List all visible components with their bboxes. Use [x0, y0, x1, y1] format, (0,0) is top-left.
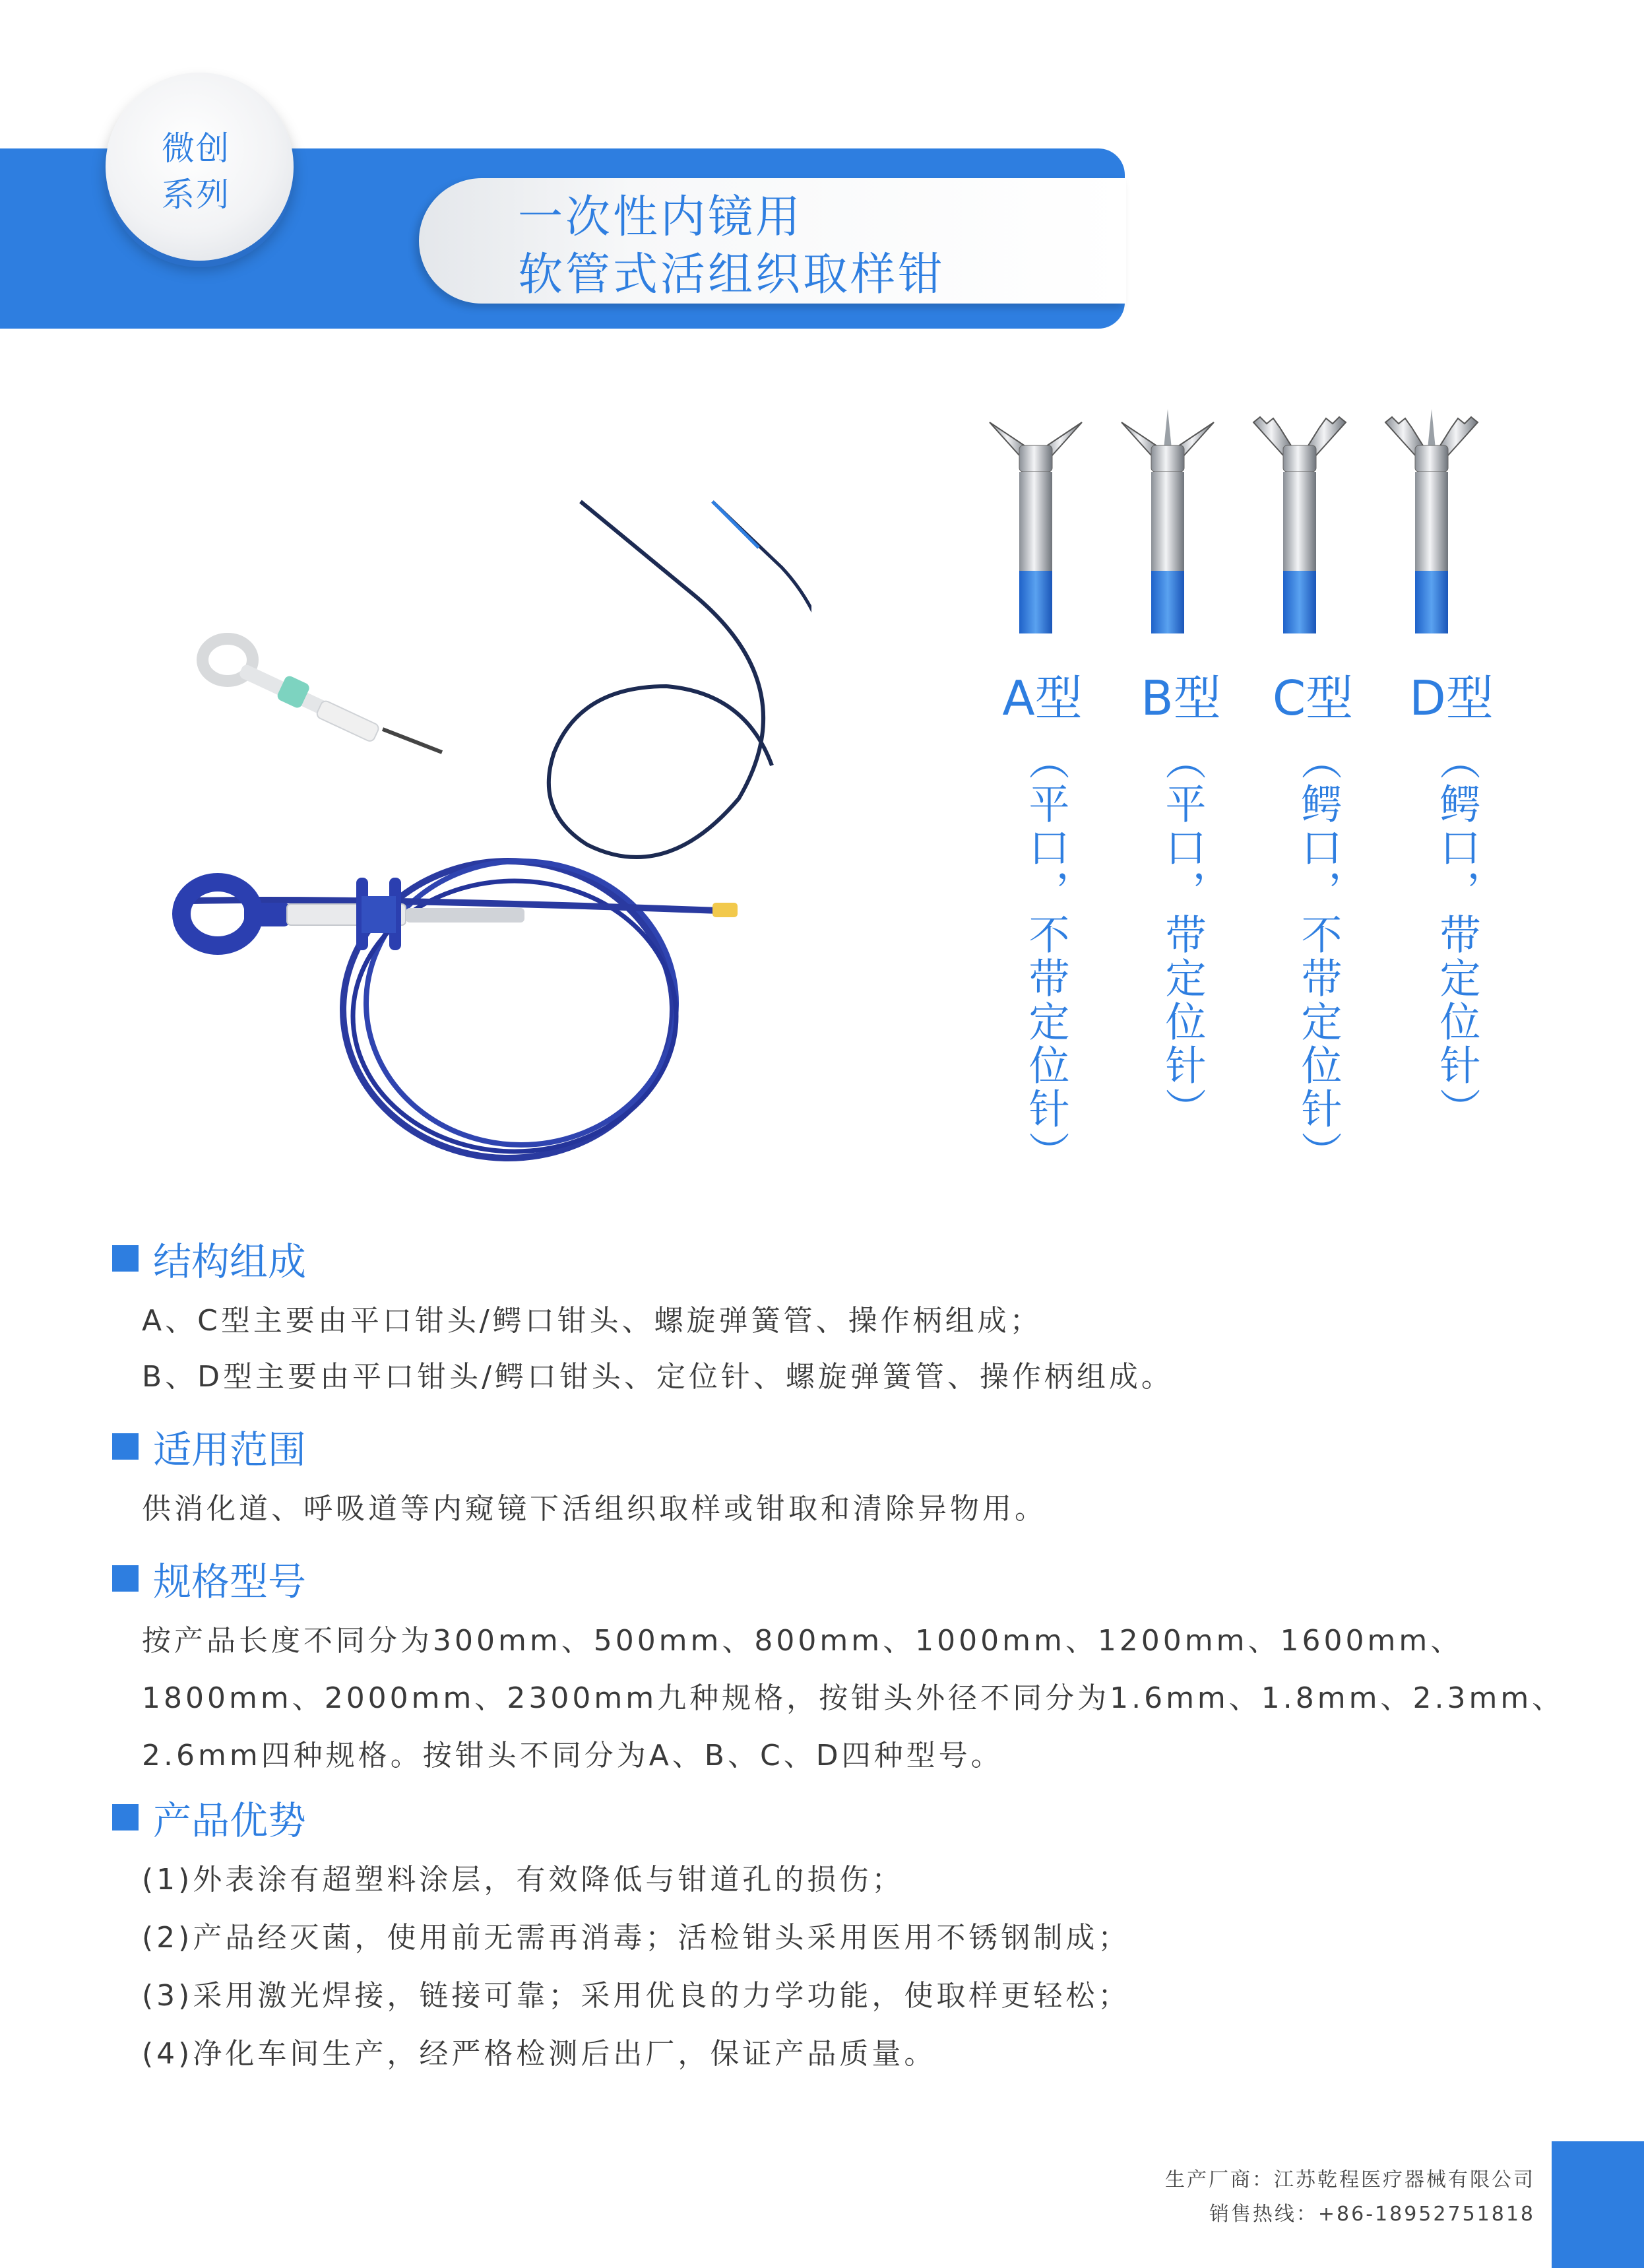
bullet-square-icon: [112, 1804, 139, 1831]
tip-b-image: [1122, 409, 1214, 633]
spec-line-3: 2.6mm四种规格。按钳头不同分为A、B、C、D四种型号。: [142, 1739, 1003, 1772]
dark-forceps-image: [203, 502, 811, 857]
bullet-square-icon: [112, 1433, 139, 1460]
spec-line-2: 1800mm、2000mm、2300mm九种规格，按钳头外径不同分为1.6mm、1.8mm、2.3mm、: [142, 1681, 1565, 1715]
corner-accent: [1552, 2141, 1644, 2268]
series-line-2: 系列: [162, 176, 230, 214]
advantages-heading: [112, 1790, 306, 1845]
forceps-tips-image: [983, 409, 1511, 633]
spec-heading: [112, 1551, 306, 1606]
series-line-1: 微创: [162, 129, 230, 168]
spec-heading-text: 规格型号: [153, 1559, 307, 1604]
blue-forceps-image: [181, 861, 738, 1158]
tip-d-image: [1385, 409, 1478, 633]
bullet-square-icon: [112, 1245, 139, 1272]
tip-a-image: [990, 422, 1082, 633]
advantages-line-4: (4)净化车间生产，经严格检测后出厂，保证产品质量。: [142, 2037, 937, 2071]
advantages-line-3: (3)采用激光焊接，链接可靠；采用优良的力学功能，使取样更轻松；: [142, 1979, 1131, 2013]
footer-hotline: 销售热线：+86-18952751818: [1209, 2203, 1535, 2226]
structure-heading-text: 结构组成: [153, 1239, 307, 1284]
type-c-desc: （鳄口，不带定位针）: [1294, 739, 1343, 1175]
structure-line-2: B、D型主要由平口钳头/鳄口钳头、定位针、螺旋弹簧管、操作柄组成。: [142, 1360, 1174, 1394]
type-c-label: C型: [1272, 670, 1354, 726]
type-b-desc: （平口，带定位针）: [1158, 739, 1207, 1131]
type-d-label: D型: [1409, 670, 1494, 726]
scope-line-1: 供消化道、呼吸道等内窥镜下活组织取样或钳取和清除异物用。: [142, 1492, 1047, 1526]
structure-line-1: A、C型主要由平口钳头/鳄口钳头、螺旋弹簧管、操作柄组成；: [142, 1304, 1042, 1338]
type-d-desc: （鳄口，带定位针）: [1433, 739, 1481, 1131]
scope-heading-text: 适用范围: [153, 1427, 307, 1472]
type-a-desc: （平口，不带定位针）: [1022, 739, 1070, 1175]
footer-manufacturer: 生产厂商：江苏乾程医疗器械有限公司: [1165, 2168, 1535, 2191]
advantages-line-2: (2)产品经灭菌，使用前无需再消毒；活检钳头采用医用不锈钢制成；: [142, 1921, 1131, 1955]
bullet-square-icon: [112, 1565, 139, 1592]
spec-line-1: 按产品长度不同分为300mm、500mm、800mm、1000mm、1200mm、1600mm、: [142, 1624, 1463, 1658]
type-a-label: A型: [1002, 670, 1083, 726]
advantages-heading-text: 产品优势: [153, 1798, 307, 1843]
structure-heading: [112, 1231, 306, 1286]
type-b-label: B型: [1141, 670, 1221, 726]
scope-heading: [112, 1419, 306, 1474]
advantages-line-1: (1)外表涂有超塑料涂层，有效降低与钳道孔的损伤；: [142, 1863, 904, 1896]
product-photo: [165, 488, 811, 1181]
title-line-1: 一次性内镜用: [518, 191, 804, 243]
tip-c-image: [1253, 417, 1346, 633]
title-line-2: 软管式活组织取样钳: [518, 249, 946, 301]
